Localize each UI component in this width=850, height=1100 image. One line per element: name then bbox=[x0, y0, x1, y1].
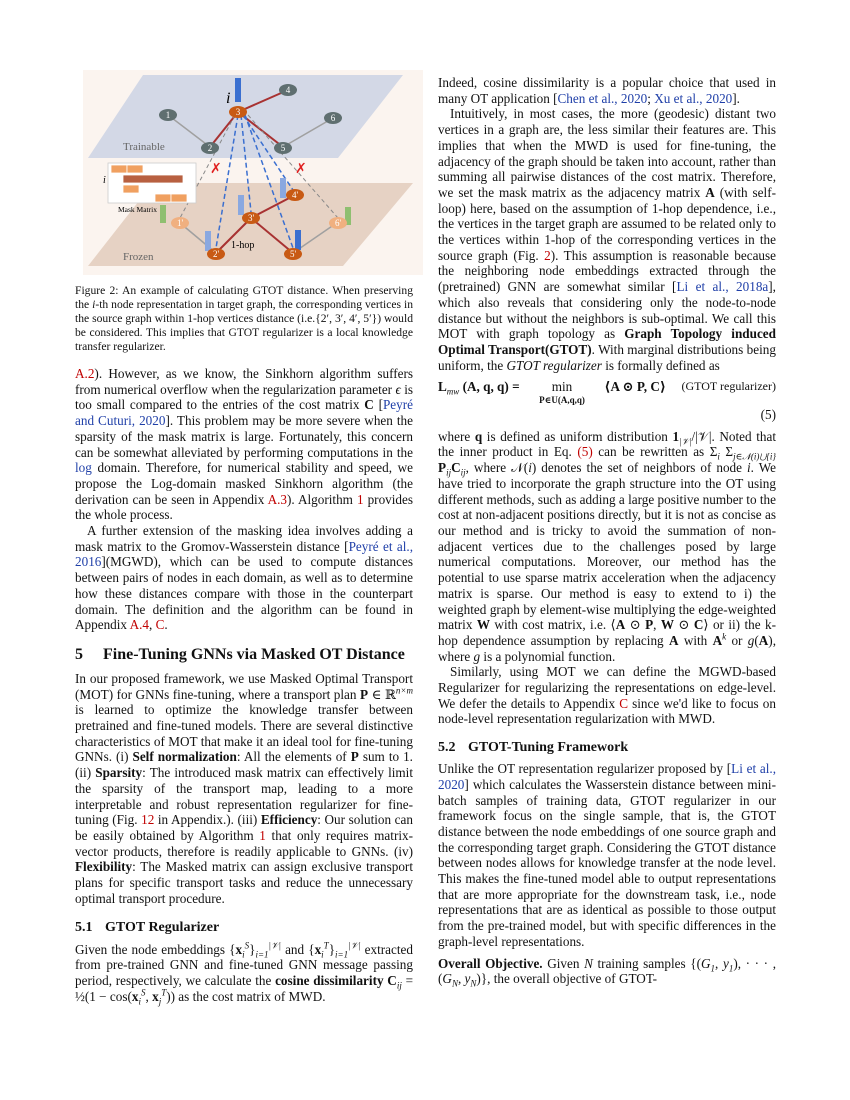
math-bold-symbol: x bbox=[314, 941, 322, 957]
bold-text: Efficiency bbox=[260, 812, 318, 828]
equation-min-op: min bbox=[551, 379, 573, 395]
math-superscript: |𝒱| bbox=[348, 940, 361, 951]
text-run: ). This assumption is reasonable because the neighboring node embeddings extracted through the (pretrained) GNN are somewhat similar [ bbox=[438, 247, 776, 295]
math-superscript: T bbox=[161, 987, 167, 998]
text-run: A further extension of the masking idea involves adding a mask matrix to the Gromov-Wasserstein distance [ bbox=[75, 523, 413, 554]
text-run: ), where bbox=[438, 632, 776, 664]
text-run: ), · · · , ( bbox=[438, 955, 776, 987]
text-run: sum to 1. (ii) bbox=[75, 749, 413, 781]
text-run: Similarly, using MOT we can define the MGWD-based Regularizer for regularizing the representations on edge-level. We defer the details to Appendix bbox=[438, 664, 776, 711]
frozen-label: Frozen bbox=[123, 251, 154, 263]
text-run: ]. bbox=[732, 90, 740, 106]
cross-reference-link[interactable]: A.3 bbox=[267, 491, 288, 507]
math-subscript: i bbox=[717, 452, 720, 463]
math-bold-symbol: P bbox=[350, 749, 359, 765]
citation-link[interactable]: et al. bbox=[695, 279, 726, 295]
section-5-heading bbox=[75, 645, 413, 665]
citation-link[interactable]: Xu bbox=[654, 90, 674, 106]
math-bold-symbol: W bbox=[476, 617, 491, 633]
math-superscript: k bbox=[722, 631, 727, 642]
text-run: Given the node embeddings { bbox=[75, 941, 236, 957]
text-run: , where 𝒩( bbox=[465, 460, 529, 476]
mask-matrix-row-label: i bbox=[103, 175, 106, 186]
text-run: can be rewritten as Σ bbox=[592, 444, 718, 460]
cross-reference-link[interactable]: 12 bbox=[141, 812, 155, 828]
text-run: : The introduced mask matrix can effectively limit the sparsity of the transport map, leading to a more interpretable and robust representation regularizer for fine-tuning (Fig. bbox=[75, 765, 413, 828]
equation-lhs-sub: mw bbox=[446, 387, 460, 397]
cross-reference-link[interactable]: A.4 bbox=[129, 617, 149, 633]
math-subscript: ij bbox=[460, 467, 466, 478]
text-run: ⊙ bbox=[674, 617, 694, 633]
section-number: 5.2 bbox=[438, 740, 456, 756]
text-run: , bbox=[149, 617, 156, 633]
italic-text: GTOT regularizer bbox=[506, 357, 602, 373]
math-subscript: N bbox=[451, 978, 458, 989]
math-superscript: S bbox=[244, 940, 250, 951]
node-i-label: i bbox=[226, 90, 231, 107]
trainable-label: Trainable bbox=[123, 141, 165, 153]
svg-text:6': 6' bbox=[334, 218, 342, 228]
text-run: Unlike the OT representation regularizer proposed by [ bbox=[438, 761, 732, 777]
text-run: : Our solution can be easily obtained by Algorithm bbox=[75, 812, 413, 843]
math-subscript: 1 bbox=[710, 963, 716, 974]
cross-reference-link[interactable]: C bbox=[155, 617, 165, 633]
text-run: with cost matrix, i.e. ⟨ bbox=[490, 617, 616, 633]
text-run: ) denotes the set of neighbors of node bbox=[531, 460, 747, 476]
paragraph-sinkhorn bbox=[75, 366, 413, 523]
section-number: 5.1 bbox=[75, 919, 93, 935]
text-run: /|𝒱|. Noted that the inner product in Eq. bbox=[438, 428, 777, 460]
citation-link[interactable]: Peyré bbox=[348, 538, 383, 554]
text-run: . With marginal distributions being uniform, the bbox=[438, 341, 776, 373]
cross-reference-link[interactable]: C bbox=[619, 695, 628, 711]
citation-link[interactable]: Chen bbox=[557, 90, 589, 106]
cross-reference-link[interactable]: A.2 bbox=[75, 366, 95, 381]
math-bold-symbol: C bbox=[364, 397, 374, 413]
text-run: since we'd like to focus on node-level representation regularization with MWD. bbox=[438, 695, 776, 727]
paragraph-inner-product bbox=[438, 429, 776, 665]
paragraph-framework bbox=[438, 761, 776, 949]
text-run: [ bbox=[373, 397, 383, 413]
text-run: or bbox=[726, 632, 748, 648]
math-bold-symbol: P bbox=[360, 686, 369, 702]
equation-5 bbox=[438, 379, 776, 405]
cross-reference-link[interactable]: 1 bbox=[259, 827, 266, 843]
text-run: } bbox=[328, 941, 336, 957]
section-title: GTOT-Tuning Framework bbox=[468, 740, 629, 756]
paragraph-node-embeddings bbox=[75, 942, 413, 1005]
text-run: ] which calculates the Wasserstein distance between mini-batch samples of training data, GTOT regularizer in our framework focus on the single sample, that is, the GTOT distance between the node embeddings of one source graph and the corresponding target graph. Considering the GTOT distance between nodes allows for knowledge transfer at the node level. This makes the fine-tuned model able to output representations that are more appropriate for the downstream task, i.e., node representations that are as identical as possible to those output from the pre-trained model, but with specific differences in the graph-level representations. bbox=[438, 776, 776, 949]
text-run: Intuitively, in most cases, the more (geodesic) distant two vertices in a graph are, the less similar their features are. This implies that when the MWD is used for fine-tuning, the adjacency of the graph should be taken into account, rather than summing all pairwise distances of the cost matrix. Therefore, we set the mask matrix as the adjacency matrix bbox=[438, 106, 776, 200]
math-bold-symbol: A bbox=[668, 632, 679, 648]
text-run: provides the whole process. bbox=[75, 491, 413, 523]
svg-text:1': 1' bbox=[176, 218, 184, 228]
cross-reference-link[interactable]: 1 bbox=[356, 491, 364, 507]
section-5-2-heading bbox=[438, 739, 776, 757]
cross-reference-link[interactable]: 2 bbox=[544, 247, 551, 263]
text-run: Σ bbox=[719, 444, 734, 460]
paragraph-mgwd-regularizer bbox=[438, 664, 776, 727]
citation-link[interactable]: Li bbox=[731, 761, 747, 777]
bold-text: Overall Objective. bbox=[438, 955, 543, 971]
text-run: where bbox=[438, 428, 475, 444]
text-run: : All the elements of bbox=[236, 749, 351, 765]
text-run: ). Algorithm bbox=[287, 491, 357, 507]
math-subscript: ij bbox=[396, 980, 402, 991]
text-run: is too small compared to the entries of the cost matrix bbox=[75, 381, 414, 413]
math-subscript: i bbox=[242, 949, 245, 960]
mask-matrix-label: Mask Matrix bbox=[118, 205, 157, 214]
svg-text:4': 4' bbox=[291, 190, 299, 200]
text-run: and { bbox=[280, 941, 315, 957]
bold-text: Sparsity bbox=[95, 765, 143, 781]
equation-min-sub: P∈U(A,q,q) bbox=[539, 395, 585, 406]
text-run: . We have tried to incorporate the graph structure into the OT using different methods, such as adding a large positive number to the cost at non-adjacent positions directly, but it is not as concise as our method and is tricky to avoid the summation of non-adjacent vertices due to the challenges posed by large numerical computations. Moreover, our method has the potential to use sparse matrix acceleration when the adjacency matrix is sparse. Our method is easy to extend to i) the weighted graph by element-wise multiplying the edge-weighted matrix bbox=[438, 460, 776, 633]
equation-note: (GTOT regularizer) bbox=[681, 379, 776, 394]
math-bold-symbol: x bbox=[152, 988, 159, 1004]
svg-text:3: 3 bbox=[235, 107, 241, 117]
text-run: ]. This problem may be more severe when the sparsity of the mask matrix is large. Fortunately, this concern can be somewhat alleviated by performing computations in the bbox=[75, 413, 413, 460]
citation-link[interactable]: , 2020 bbox=[614, 90, 648, 106]
text-run: ∈ ℝ bbox=[368, 686, 396, 702]
math-superscript: n×m bbox=[395, 685, 413, 696]
mask-cross-icon: ✗ bbox=[295, 162, 307, 177]
figure-caption-text bbox=[75, 284, 413, 354]
math-bold-symbol: x bbox=[235, 941, 243, 957]
math-symbol: g bbox=[473, 648, 481, 664]
svg-text:2: 2 bbox=[207, 143, 213, 153]
equation-rhs: ⟨A ⊙ P, C⟩ bbox=[604, 379, 666, 395]
math-symbol: y bbox=[464, 971, 471, 987]
math-bold-symbol: C bbox=[387, 972, 397, 988]
text-run: is a polynomial function. bbox=[480, 648, 616, 664]
math-symbol: G bbox=[701, 955, 711, 971]
citation-link[interactable]: Peyré and Cuturi, 2020 bbox=[75, 397, 413, 429]
svg-text:4: 4 bbox=[285, 85, 291, 95]
math-subscript: i bbox=[321, 949, 324, 960]
math-superscript: S bbox=[141, 987, 146, 998]
citation-link[interactable]: , 2018a bbox=[725, 279, 769, 295]
section-title: GTOT Regularizer bbox=[105, 919, 220, 935]
text-run: ; bbox=[647, 90, 655, 106]
mask-matrix-icon bbox=[108, 163, 196, 203]
text-run: Figure 2: An example of calculating GTOT distance. When preserving the bbox=[75, 284, 413, 311]
text-run: ](MGWD), which can be used to compute distances between pairs of nodes in each domain, as well as to determine how these distances compare with those in the counterpart domain. The definition and the algorithm can be found in Appendix bbox=[75, 554, 413, 633]
citation-link[interactable]: et al. bbox=[382, 538, 410, 554]
math-bold-symbol: A bbox=[615, 617, 626, 633]
math-bold-symbol: P bbox=[438, 460, 447, 476]
math-bold-symbol: A bbox=[758, 632, 769, 648]
math-bold-symbol: A bbox=[705, 184, 715, 200]
svg-text:6: 6 bbox=[330, 113, 336, 123]
text-run: )}, the overall objective of GTOT- bbox=[476, 971, 658, 987]
math-subscript: 1 bbox=[728, 963, 734, 974]
equation-min bbox=[539, 379, 585, 405]
section-title: Fine-Tuning GNNs via Masked OT Distance bbox=[103, 645, 405, 663]
text-run: (with self-loop) here, based on the assumption of 1-hop dependence, i.e., the vertices in the target graph are assumed to be related only to the vertices within 1-hop of the corresponding vertices in the source graph (Fig. bbox=[438, 184, 776, 263]
citation-link[interactable]: , 2020 bbox=[699, 90, 733, 106]
math-subscript: N bbox=[470, 978, 477, 989]
citation-link[interactable]: , 2020 bbox=[438, 761, 776, 792]
math-superscript: T bbox=[323, 940, 329, 951]
math-bold-symbol: 1 bbox=[672, 428, 680, 444]
math-symbol: G bbox=[442, 971, 452, 987]
citation-link[interactable]: log bbox=[75, 460, 92, 476]
text-run: with bbox=[678, 632, 713, 648]
math-symbol: y bbox=[722, 955, 729, 971]
text-run: ⊙ bbox=[625, 617, 646, 633]
math-subscript: ij bbox=[446, 467, 452, 478]
equation-lhs bbox=[438, 379, 520, 395]
equation-lhs-args: (A, q, q) = bbox=[462, 379, 520, 395]
right-column-body bbox=[438, 75, 776, 987]
text-run: is defined as uniform distribution bbox=[482, 428, 673, 444]
text-run: -th node representation in target graph, the corresponding vertices in the source graph within 1-hop vertices distance (i.e.{2′, 3′, 4′, 5′}) would be considered. This implies that GTOT regularizer is a local knowledge transfer regularizer. bbox=[75, 298, 413, 353]
text-run: ⟩ or ii) the k-hop dependence assumption by replacing bbox=[438, 617, 776, 648]
equation-lhs-symbol: L bbox=[438, 379, 447, 395]
left-column-body bbox=[75, 366, 414, 1007]
svg-text:5: 5 bbox=[280, 143, 286, 153]
math-subscript: j∈𝒩(i)⋃{i} bbox=[733, 452, 776, 463]
text-run: )) as the cost matrix of MWD. bbox=[166, 988, 326, 1004]
section-5-1-heading bbox=[75, 919, 413, 937]
cross-reference-link[interactable]: (5) bbox=[577, 444, 593, 460]
bold-text: Flexibility bbox=[75, 859, 133, 875]
math-bold-symbol: P bbox=[645, 617, 654, 633]
math-superscript: |𝒱| bbox=[268, 940, 281, 951]
math-symbol: N bbox=[584, 955, 593, 971]
math-bold-symbol: W bbox=[660, 617, 675, 633]
section-number: 5 bbox=[75, 645, 83, 663]
text-run: In our proposed framework, we use Masked Optimal Transport (MOT) for GNNs fine-tuning, where a transport plan bbox=[75, 670, 413, 702]
citation-link[interactable]: Li bbox=[676, 279, 696, 295]
text-run: , bbox=[457, 971, 465, 987]
math-bold-symbol: q bbox=[474, 428, 483, 444]
text-run: that only requires matrix-vector products, therefore is readily applicable to GNNs. (iv) bbox=[75, 827, 413, 859]
paragraph-mgwd bbox=[75, 523, 413, 633]
citation-link[interactable]: et al. bbox=[673, 90, 700, 106]
text-run: in Appendix.). (iii) bbox=[154, 812, 261, 828]
math-symbol: ϵ bbox=[395, 381, 401, 397]
svg-text:3': 3' bbox=[247, 213, 255, 223]
math-bold-symbol: x bbox=[131, 988, 139, 1004]
text-run: ). However, as we know, the Sinkhorn algorithm suffers from numerical overflow when the regularization parameter bbox=[75, 366, 413, 397]
gtot-diagram-svg bbox=[83, 70, 423, 275]
text-run: Given bbox=[542, 955, 585, 971]
text-run: , bbox=[715, 955, 723, 971]
math-subscript: |𝒱| bbox=[679, 436, 692, 447]
text-run: = ½(1 − cos( bbox=[75, 972, 413, 1004]
math-bold-symbol: A bbox=[712, 632, 723, 648]
paragraph-mot-framework bbox=[75, 671, 413, 907]
text-run: , bbox=[653, 617, 661, 633]
text-run: ( bbox=[754, 632, 759, 648]
bold-text: Graph Topology induced Optimal Transport(GTOT) bbox=[438, 326, 776, 357]
paragraph-overall-objective bbox=[438, 956, 776, 987]
math-subscript: i bbox=[138, 996, 141, 1007]
math-symbol: i bbox=[92, 298, 96, 311]
text-run: : The Masked matrix can assign exclusive transport plans for specific transport tasks and reduce the unnecessary optimal transport procedure. bbox=[75, 859, 413, 906]
citation-link[interactable]: , 2016 bbox=[75, 538, 413, 570]
text-run: } bbox=[249, 941, 256, 957]
math-subscript: i=1 bbox=[255, 949, 269, 960]
math-symbol: g bbox=[747, 632, 755, 648]
text-run: is formally defined as bbox=[601, 357, 720, 373]
math-subscript: j bbox=[158, 996, 162, 1007]
one-hop-label: 1-hop bbox=[231, 240, 255, 251]
text-run: ], which also reveals that considering only the node-to-node distance but without the neighbors is sub-optimal. We call this MOT with graph topology as bbox=[438, 279, 776, 342]
svg-text:2': 2' bbox=[212, 249, 220, 259]
citation-link[interactable]: et al. bbox=[588, 90, 615, 106]
text-run: training samples {( bbox=[592, 955, 701, 971]
text-run: extracted from pre-trained GNN and fine-tuned GNN message passing period, respectively, we calculate the bbox=[75, 941, 413, 988]
citation-link[interactable]: et al. bbox=[746, 761, 773, 777]
text-run: is learned to optimize the knowledge transfer between pretrained and fine-tuned models. There are several distinctive characteristics of MOT that make it an ideal tool for fine-tuning GNNs. (i) bbox=[75, 702, 413, 765]
figure-caption bbox=[75, 284, 413, 354]
math-bold-symbol: C bbox=[451, 460, 461, 476]
math-bold-symbol: C bbox=[693, 617, 704, 633]
figure-2-gtot-diagram bbox=[83, 70, 423, 275]
text-run: , bbox=[145, 988, 153, 1004]
math-symbol: i bbox=[747, 460, 751, 476]
svg-text:5': 5' bbox=[289, 249, 297, 259]
mask-cross-icon: ✗ bbox=[210, 162, 222, 177]
math-symbol: i bbox=[528, 460, 532, 476]
bold-text: Self normalization bbox=[132, 749, 237, 765]
text-run: Indeed, cosine dissimilarity is a popular choice that used in many OT application [ bbox=[438, 75, 776, 106]
bold-text: cosine dissimilarity bbox=[275, 972, 388, 988]
paragraph-cosine bbox=[438, 75, 776, 106]
equation-number: (5) bbox=[760, 407, 776, 423]
svg-text:1: 1 bbox=[165, 110, 171, 120]
paragraph-intuition bbox=[438, 106, 776, 373]
text-run: domain. Therefore, for numerical stability and speed, we propose the Log-domain masked Sinkhorn algorithm (the derivation can be seen in Appendix bbox=[75, 460, 413, 507]
math-subscript: i=1 bbox=[335, 949, 349, 960]
text-run: . bbox=[164, 617, 168, 633]
